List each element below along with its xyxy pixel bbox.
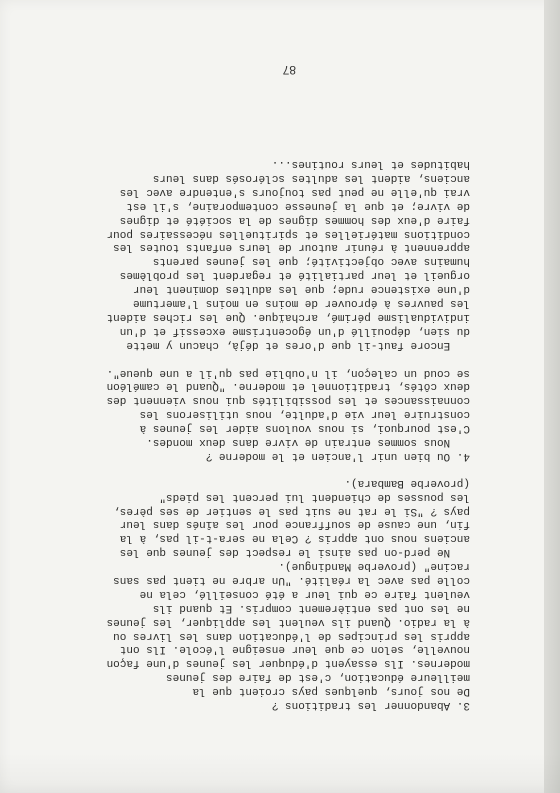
text-line: de vivre; et que la jeunesse contemporaine, s'il est [126, 199, 470, 212]
text-line: anciens, aident les adultes sclérosés dans leurs [152, 172, 470, 185]
text-line: humains avec objectivité; que les jeunes parents [152, 255, 470, 268]
section-4-heading: 4. Ou bien unir l'ancien et le moderne ? [205, 449, 470, 462]
text-line: habitudes et leurs routines... [271, 158, 470, 171]
text-line [72, 101, 470, 115]
text-line [72, 115, 470, 129]
text-line: anciens nous ont appris ? Cela ne sera-t-il pas, à la [119, 532, 470, 545]
text-line: faire d'eux des hommes dignes de la société et dignes [119, 213, 470, 226]
text-line: meilleure éducation, c'est de faire des jeunes [166, 671, 470, 684]
text-line: individualisme périmé, archaïque. Que les riches aident [106, 310, 470, 323]
text-line: modernes. Ils essayent d'éduquer les jeunes d'une façon [106, 657, 470, 670]
text-line [72, 87, 470, 101]
text-line: construire leur vie d'adulte, nous utiliserons les [139, 408, 470, 421]
text-line: ne les ont pas entièrement compris. Et quand ils [152, 601, 470, 614]
text-line [72, 142, 470, 156]
text-line: Ne perd-on pas ainsi le respect des jeunes que les [119, 546, 470, 559]
page-number: 87 [282, 63, 296, 77]
text-line: C'est pourquoi, si nous voulons aider les jeunes à [139, 422, 470, 435]
section-3-heading: 3. Abandonner les traditions ? [271, 699, 470, 711]
body-text [72, 73, 470, 711]
text-line: nouvelle, selon ce que leur enseigne l'école. Ils ont [119, 643, 470, 656]
text-line: racine" (proverbe Mandingue). [278, 560, 470, 573]
text-line: conditions matérielles et spirituelles nécessaires pour [106, 227, 470, 240]
text-line: colle pas avec la réalité. "Un arbre ne tient pas sans [113, 573, 470, 586]
text-line: vrai qu'elle ne peut pas toujours s'entendre avec les [119, 185, 470, 198]
text-line: connaissances et les possibilités qui nous viennent des [106, 394, 470, 407]
text-line [72, 128, 470, 142]
text-line: les pousses de chiendent lui percent les pieds" [159, 490, 470, 503]
text-line: (proverbe Bambara). [344, 476, 470, 489]
text-line: veulent faire ce qui leur a été conseillé, cela ne [139, 587, 470, 600]
text-line: De nos jours, quelques pays croient que la [192, 685, 470, 698]
text-line: se coud un caleçon, il n'oublie pas qu'il a une queue". [106, 366, 470, 379]
text-line: deux côtés, traditionnel et moderne. "Quand le caméléon [106, 380, 470, 393]
text-line [72, 73, 470, 87]
text-line: d'une existence rude; que les adultes dominent leur [133, 283, 470, 296]
text-line: Nous sommes entrain de vivre dans deux mondes. [146, 435, 470, 448]
text-line: pays ? "Si le rat ne suit pas le sentier de ses pères, [113, 504, 470, 517]
text-line: appris les principes de l'éducation dans les livres ou [113, 629, 470, 642]
text-line: du sien, dépouillé d'un égocentrisme excessif et d'un [119, 324, 470, 337]
text-line: Encore faut-il que d'ores et déjà, chacun y mette [126, 338, 470, 351]
text-line: orgueil et leur partialité et regardent les problèmes [119, 269, 470, 282]
text-line: fin, une cause de souffrance pour les aînés dans leur [119, 518, 470, 531]
text-line [72, 351, 470, 365]
text-line: les pauvres à éprouver de moins en moins l'amertume [133, 297, 470, 310]
text-line: à la radio. Quand ils veulent les appliquer, les jeunes [106, 615, 470, 628]
text-line: apprennent à réunir autour de leurs enfants toutes les [113, 241, 470, 254]
